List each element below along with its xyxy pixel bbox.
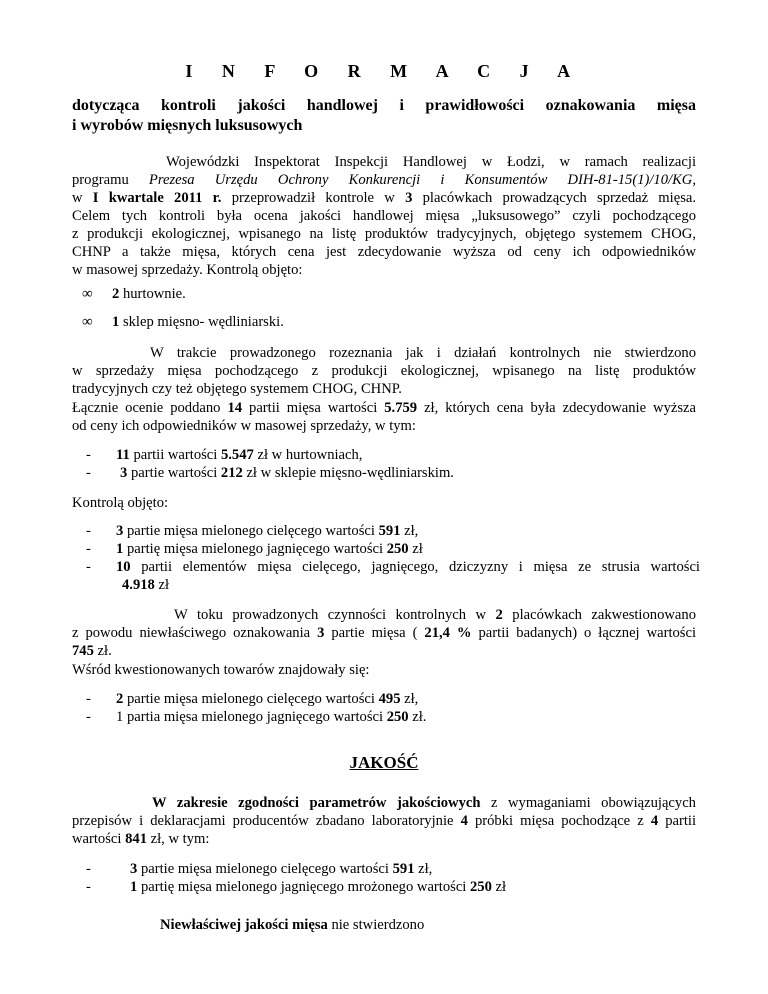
paragraph-lacznie	[72, 399, 696, 435]
intro-line-4: Celem tych kontroli była ocena jakości handlowej mięsa „luksusowego” czyli pochodzącego	[72, 208, 696, 224]
para2-line-3: tradycyjnych czy też objętego systemem CHOG, CHNP.	[72, 381, 402, 397]
para5-line-3: wartości 841 zł, w tym:	[72, 831, 210, 847]
paragraph-zakwestionowano	[72, 606, 696, 660]
final-statement: Niewłaściwej jakości mięsa nie stwierdzono	[160, 917, 425, 933]
label-kontrola: Kontrolą objęto:	[72, 495, 169, 511]
para2-line-1: W trakcie prowadzonego rozeznania jak i działań kontrolnych nie stwierdzono	[150, 345, 696, 361]
paragraph-jakosc	[72, 794, 696, 848]
intro-line-5: z produkcji ekologicznej, wpisanego na listę produktów tradycyjnych, objętego systemem CHOG,	[72, 226, 696, 242]
intro-line-6: CHNP a także mięsa, których cena jest zdecydowanie wyższa od ceny ich odpowiedników	[72, 244, 696, 260]
para3-line-1: Łącznie ocenie poddano 14 partii mięsa wartości 5.759 zł, których cena była zdecydowanie wyższa	[72, 400, 696, 416]
intro-paragraph	[72, 153, 696, 279]
document-subtitle	[72, 96, 696, 136]
bullet-item: ∞ 1 sklep mięsno- wędliniarski.	[82, 314, 284, 330]
paragraph-rozeznanie	[72, 344, 696, 398]
infinity-bullet-icon: ∞	[82, 314, 93, 330]
subtitle-line-1: dotycząca kontroli jakości handlowej i prawidłowości oznakowania mięsa	[72, 97, 696, 114]
intro-line-2: programu Prezesa Urzędu Ochrony Konkurencji i Konsumentów DIH-81-15(1)/10/KG,	[72, 172, 696, 188]
intro-line-1: Wojewódzki Inspektorat Inspekcji Handlowej w Łodzi, w ramach realizacji	[166, 154, 696, 170]
para4-line-1: W toku prowadzonych czynności kontrolnych w 2 placówkach zakwestionowano	[174, 607, 696, 623]
para2-line-2: w sprzedaży mięsa pochodzącego z produkcji ekologicznej, wpisanego na listę produktów	[72, 363, 696, 379]
bullet-item: ∞ 2 hurtownie.	[82, 286, 186, 302]
para3-line-2: od ceny ich odpowiedników w masowej sprzedaży, w tym:	[72, 418, 416, 434]
label-kwestionowane: Wśród kwestionowanych towarów znajdowały się:	[72, 662, 370, 678]
subtitle-line-2: i wyrobów mięsnych luksusowych	[72, 117, 303, 134]
para4-line-3: 745 zł.	[72, 643, 112, 659]
intro-line-3: w I kwartale 2011 r. przeprowadził kontrole w 3 placówkach prowadzących sprzedaż mięsa.	[72, 190, 696, 206]
intro-line-7: w masowej sprzedaży. Kontrolą objęto:	[72, 262, 303, 278]
section-heading-jakosc: JAKOŚĆ	[349, 753, 419, 772]
document-title: I N F O R M A C J A	[185, 61, 583, 81]
para5-line-1: W zakresie zgodności parametrów jakościowych z wymaganiami obowiązujących	[152, 795, 696, 811]
para4-line-2: z powodu niewłaściwego oznakowania 3 partie mięsa ( 21,4 % partii badanych) o łącznej wartości	[72, 625, 697, 641]
infinity-bullet-icon: ∞	[82, 286, 93, 302]
para5-line-2: przepisów i deklaracjami producentów zbadano laboratoryjnie 4 próbki mięsa pochodzące z 4 partii	[72, 813, 696, 829]
